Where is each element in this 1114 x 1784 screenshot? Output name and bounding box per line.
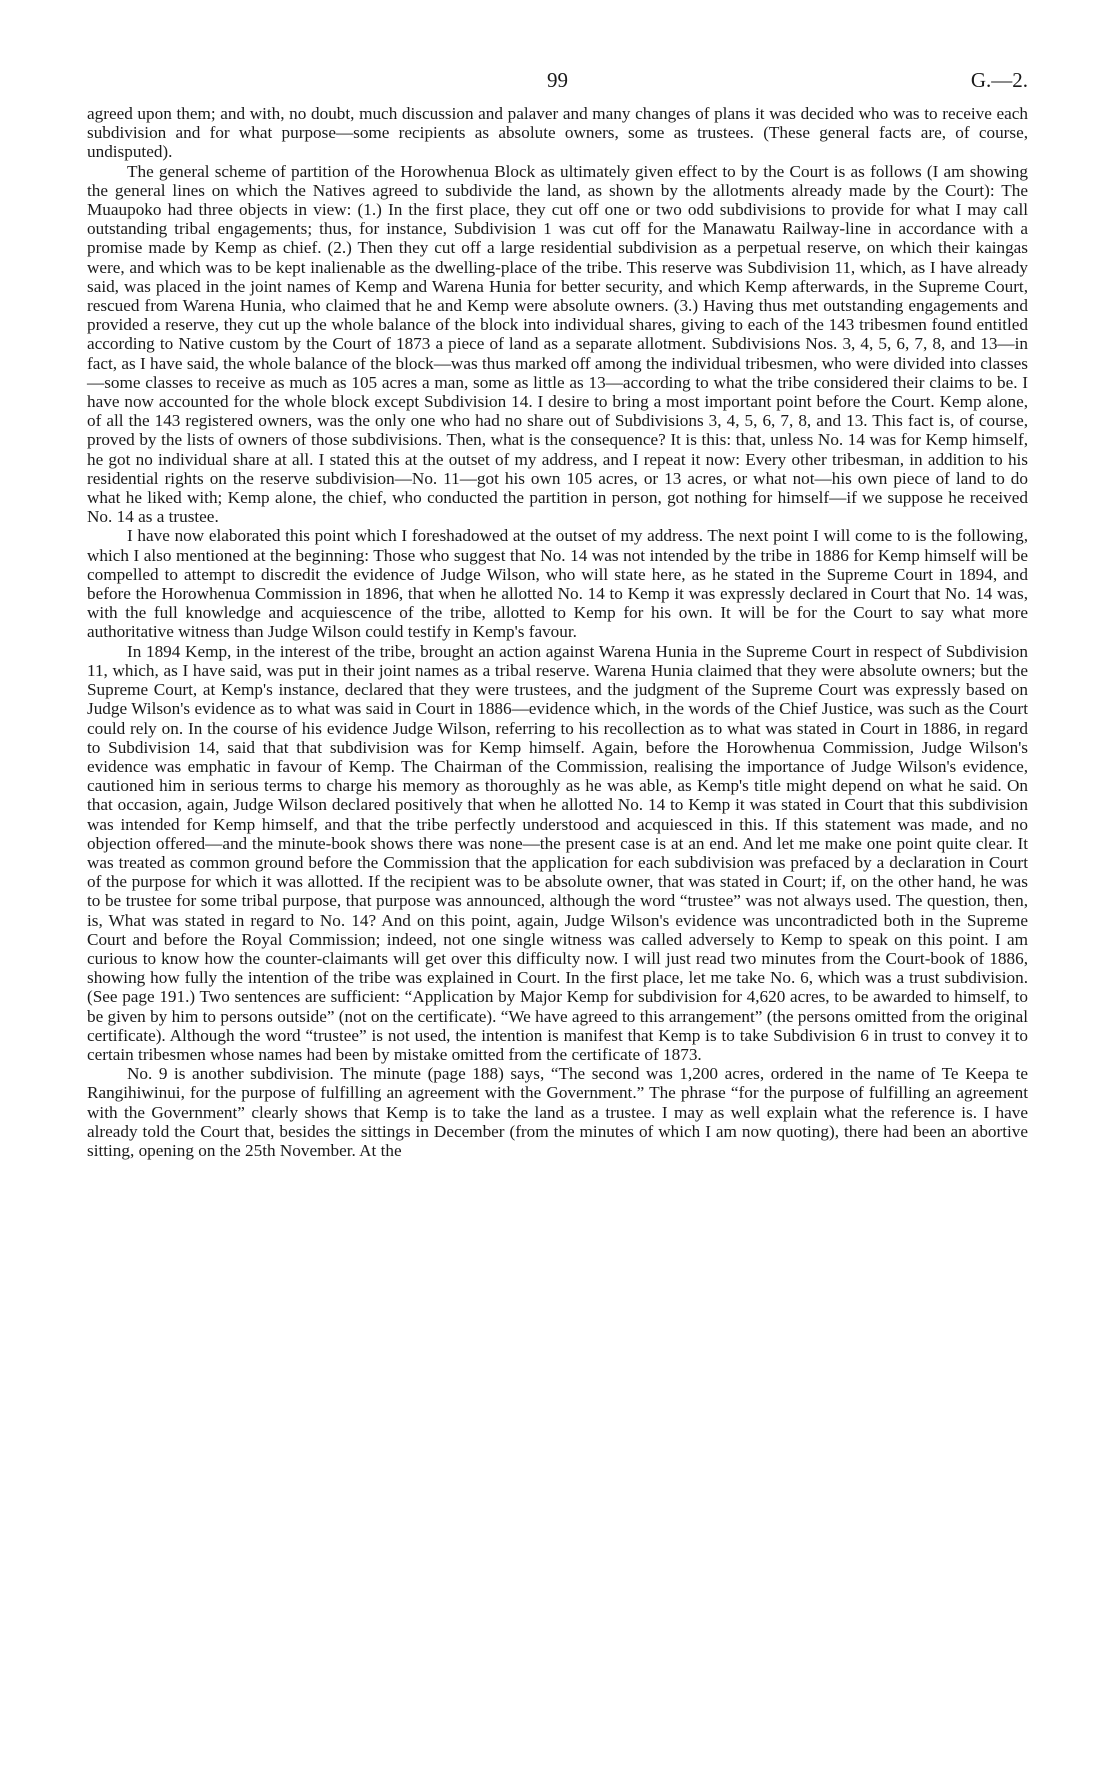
series-code: G.—2. <box>970 68 1028 92</box>
page-number: 99 <box>547 68 568 92</box>
body-text <box>87 104 1028 1160</box>
paragraph: In 1894 Kemp, in the interest of the tribe, brought an action against Warena Hunia in the Supreme Court in respect of Subdivision 11, which, as I have said, was put in their joint names as a tribal reserve. Warena Hunia claimed that they were absolute owners; but the Supreme Court, at Kemp's instance, declared that they were trustees, and the judgment of the Supreme Court was expressly based on Judge Wilson's evidence as to what was said in Court in 1886—evidence which, in the words of the Chief Justice, was such as the Court could rely on. In the course of his evidence Judge Wilson, referring to his recollection as to what was stated in Court in 1886, in regard to Subdivision 14, said that that subdivision was for Kemp himself. Again, before the Horowhenua Commission, Judge Wilson's evidence was emphatic in favour of Kemp. The Chairman of the Commission, realising the importance of Judge Wilson's evidence, cautioned him in serious terms to charge his memory as thoroughly as he was able, as Kemp's title might depend on what he said. On that occasion, again, Judge Wilson declared positively that when he allotted No. 14 to Kemp it was stated in Court that this subdivision was intended for Kemp himself, and that the tribe perfectly understood and acquiesced in this. If this statement was made, and no objection offered—and the minute-book shows there was none—the present case is at an end. And let me make one point quite clear. It was treated as common ground before the Commission that the application for each subdivision was prefaced by a declaration in Court of the purpose for which it was allotted. If the recipient was to be absolute owner, that was stated in Court; if, on the other hand, he was to be trustee for some tribal purpose, that purpose was announced, although the word “trustee” was not always used. The question, then, is, What was stated in regard to No. 14? And on this point, again, Judge Wilson's evidence was uncontradicted both in the Supreme Court and before the Royal Commission; indeed, not one single witness was called adversely to Kemp to speak on this point. I am curious to know how the counter-claimants will get over this difficulty now. I will just read two minutes from the Court-book of 1886, showing how fully the intention of the tribe was explained in Court. In the first place, let me take No. 6, which was a trust subdivision. (See page 191.) Two sentences are sufficient: “Application by Major Kemp for subdivision for 4,620 acres, to be awarded to himself, to be given by him to persons outside” (not on the certificate). “We have agreed to this arrangement” (the persons omitted from the original certificate). Although the word “trustee” is not used, the intention is manifest that Kemp is to take Subdivision 6 in trust to convey it to certain tribesmen whose names had been by mistake omitted from the certificate of 1873. <box>87 641 1028 1064</box>
page-header <box>87 68 1028 98</box>
paragraph: No. 9 is another subdivision. The minute (page 188) says, “The second was 1,200 acres, ordered in the name of Te Keepa te Rangihiwinui, for the purpose of fulfilling an agreement with the Government.” The phrase “for the purpose of fulfilling an agreement with the Government” clearly shows that Kemp is to take the land as a trustee. I may as well explain what the reference is. I have already told the Court that, besides the sittings in December (from the minutes of which I am now quoting), there had been an abortive sitting, opening on the 25th November. At the <box>87 1064 1028 1160</box>
paragraph: The general scheme of partition of the Horowhenua Block as ultimately given effect to by the Court is as follows (I am showing the general lines on which the Natives agreed to subdivide the land, as shown by the allotments already made by the Court): The Muaupoko had three objects in view: (1.) In the first place, they cut off one or two odd subdivisions to provide for what I may call outstanding tribal engagements; thus, for instance, Subdivision 1 was cut off for the Manawatu Railway-line in accordance with a promise made by Kemp as chief. (2.) Then they cut off a large residential subdivision as a perpetual reserve, on which their kaingas were, and which was to be kept inalienable as the dwelling-place of the tribe. This reserve was Subdivision 11, which, as I have already said, was placed in the joint names of Kemp and Warena Hunia for better security, and which Kemp afterwards, in the Supreme Court, rescued from Warena Hunia, who claimed that he and Kemp were absolute owners. (3.) Having thus met outstanding engagements and provided a reserve, they cut up the whole balance of the block into individual shares, giving to each of the 143 tribesmen found entitled according to Native custom by the Court of 1873 a piece of land as a separate allotment. Subdivisions Nos. 3, 4, 5, 6, 7, 8, and 13—in fact, as I have said, the whole balance of the block—was thus marked off among the individual tribesmen, who were divided into classes—some classes to receive as much as 105 acres a man, some as little as 13—according to what the tribe considered their claims to be. I have now accounted for the whole block except Subdivision 14. I desire to bring a most important point before the Court. Kemp alone, of all the 143 registered owners, was the only one who had no share out of Subdivisions 3, 4, 5, 6, 7, 8, and 13. This fact is, of course, proved by the lists of owners of those subdivisions. Then, what is the consequence? It is this: that, unless No. 14 was for Kemp himself, he got no individual share at all. I stated this at the outset of my address, and I repeat it now: Every other tribesman, in addition to his residential rights on the reserve subdivision—No. 11—got his own 105 acres, or 13 acres, or what not—his own piece of land to do what he liked with; Kemp alone, the chief, who conducted the partition in person, got nothing for himself—if we suppose he received No. 14 as a trustee. <box>87 161 1028 527</box>
paragraph: agreed upon them; and with, no doubt, much discussion and palaver and many changes of plans it was decided who was to receive each subdivision and for what purpose—some recipients as absolute owners, some as trustees. (These general facts are, of course, undisputed). <box>87 104 1028 162</box>
paragraph: I have now elaborated this point which I foreshadowed at the outset of my address. The next point I will come to is the following, which I also mentioned at the beginning: Those who suggest that No. 14 was not intended by the tribe in 1886 for Kemp himself will be compelled to attempt to discredit the evidence of Judge Wilson, who will state here, as he stated in the Supreme Court in 1894, and before the Horowhenua Commission in 1896, that when he allotted No. 14 to Kemp it was expressly declared in Court that No. 14 was, with the full knowledge and acquiescence of the tribe, allotted to Kemp for his own. It will be for the Court to say what more authoritative witness than Judge Wilson could testify in Kemp's favour. <box>87 526 1028 642</box>
